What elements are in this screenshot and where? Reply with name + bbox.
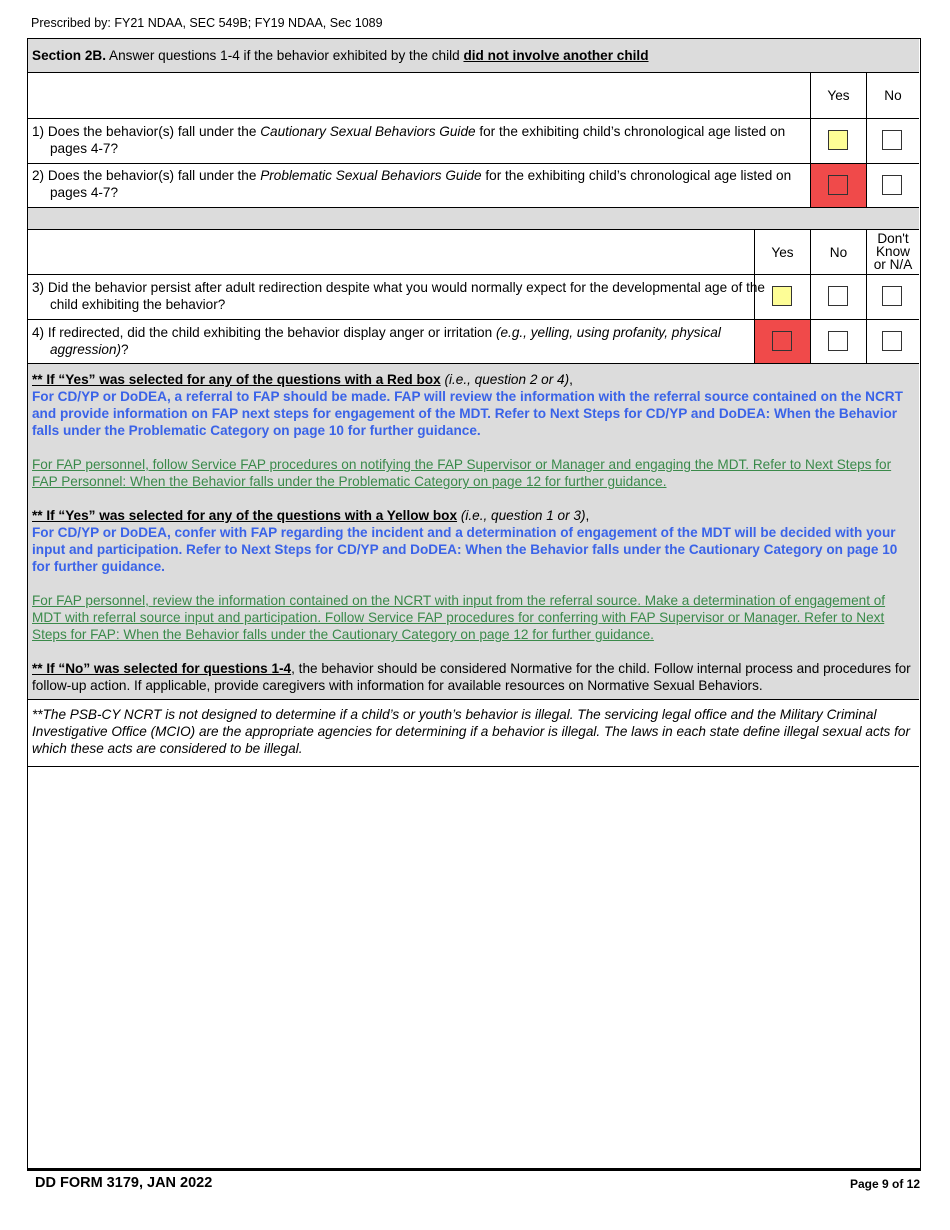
- question-3-row: [28, 275, 919, 320]
- question-1-row: [28, 119, 919, 164]
- q1-no-cell: [866, 119, 919, 163]
- section-emphasis: did not involve another child: [463, 48, 649, 63]
- separator-bar: [28, 208, 919, 230]
- header-no: No: [866, 73, 919, 118]
- header2-dont-know: Don't Know or N/A: [866, 230, 919, 274]
- page-number: Page 9 of 12: [849, 1177, 920, 1191]
- prescribed-by: Prescribed by: FY21 NDAA, SEC 549B; FY19 NDAA, Sec 1089: [31, 16, 383, 30]
- q4-dont-know-checkbox[interactable]: [882, 331, 902, 351]
- header2-yes: Yes: [754, 230, 810, 274]
- q2-yes-checkbox[interactable]: [828, 175, 848, 195]
- q3-dk-cell: [866, 275, 919, 319]
- question-4-row: [28, 320, 919, 364]
- header2-no: No: [810, 230, 866, 274]
- yes-no-dk-header-row: [28, 230, 919, 275]
- no-answer-instructions: ** If “No” was selected for questions 1-4, the behavior should be considered Normative for the child. Follow internal process and procedures for follow-up action. If applicable, provide caregivers with information for available resources on Normative Sexual Behaviors.: [32, 661, 911, 693]
- q4-no-cell: [810, 320, 866, 363]
- q3-no-cell: [810, 275, 866, 319]
- q2-no-cell: [866, 164, 919, 207]
- legal-note: **The PSB-CY NCRT is not designed to determine if a child’s or youth’s behavior is illegal. The servicing legal office and the Military Criminal Investigative Office (MCIO) are the appropriate agencies for determining if a behavior is illegal. The laws in each state define illegal sexual acts for which these acts are considered to be illegal.: [32, 707, 910, 756]
- q1-no-checkbox[interactable]: [882, 130, 902, 150]
- q4-yes-checkbox[interactable]: [772, 331, 792, 351]
- form-number: DD FORM 3179, JAN 2022: [35, 1175, 213, 1191]
- q4-yes-cell: [754, 320, 810, 363]
- q2-yes-cell: [810, 164, 866, 207]
- q4-no-checkbox[interactable]: [828, 331, 848, 351]
- question-2-row: [28, 164, 919, 208]
- q2-no-checkbox[interactable]: [882, 175, 902, 195]
- section-label: Section 2B.: [32, 48, 107, 63]
- yellow-box-instructions: ** If “Yes” was selected for any of the questions with a Yellow box (i.e., question 1 or 3), For CD/YP or DoDEA, confer with FAP regarding the incident and a determination of engagement of the MDT will be decided with your input and participation. Refer to Next Steps for CD/YP and DoDEA: When the Behavior falls under the Cautionary Category on page 10 for further guidance.: [32, 508, 898, 574]
- question-3-text: 3) Did the behavior persist after adult redirection despite what you would normally expect for the developmental age of the child exhibiting the behavior?: [32, 280, 765, 312]
- header-yes: Yes: [810, 73, 866, 118]
- legal-note-row: [28, 700, 919, 767]
- q4-dk-cell: [866, 320, 919, 363]
- question-2-text: 2) Does the behavior(s) fall under the Problematic Sexual Behaviors Guide for the exhibiting child’s chronological age listed on pages 4-7?: [32, 168, 792, 200]
- q3-no-checkbox[interactable]: [828, 286, 848, 306]
- q3-yes-checkbox[interactable]: [772, 286, 792, 306]
- section-header: [28, 39, 919, 73]
- section-text: Answer questions 1-4 if the behavior exhibited by the child: [106, 48, 464, 63]
- q3-dont-know-checkbox[interactable]: [882, 286, 902, 306]
- q1-yes-checkbox[interactable]: [828, 130, 848, 150]
- yes-no-header-row: [28, 73, 919, 119]
- form-frame: [27, 38, 921, 1171]
- red-box-fap-guidance[interactable]: For FAP personnel, follow Service FAP procedures on notifying the FAP Supervisor or Manager and engaging the MDT. Refer to Next Steps for FAP Personnel: When the Behavior falls under the Problematic Category on page 12 for further guidance.: [32, 457, 892, 489]
- question-1-text: 1) Does the behavior(s) fall under the Cautionary Sexual Behaviors Guide for the exhibiting child’s chronological age listed on pages 4-7?: [32, 124, 786, 156]
- red-box-instructions: ** If “Yes” was selected for any of the questions with a Red box (i.e., question 2 or 4), For CD/YP or DoDEA, a referral to FAP should be made. FAP will review the information with the referral source contained on the NCRT and provide information on FAP next steps for engagement of the MDT. Refer to Next Steps for CD/YP and DoDEA: When the Behavior falls under the Problematic Category on page 10 for further guidance.: [32, 372, 903, 438]
- yellow-box-fap-guidance[interactable]: For FAP personnel, review the information contained on the NCRT with input from the referral source. Make a determination of engagement of MDT with referral source input and participation. Follow Service FAP procedures for conferring with FAP Supervisor or Manager. Refer to Next Steps for FAP: When the Behavior falls under the Cautionary Category on page 12 for further guidance.: [32, 593, 886, 642]
- question-4-text: 4) If redirected, did the child exhibiting the behavior display anger or irritation (e.g., yelling, using profanity, physical aggression)?: [32, 325, 721, 357]
- q1-yes-cell: [810, 119, 866, 163]
- q3-yes-cell: [754, 275, 810, 319]
- guidance-block: [28, 364, 919, 700]
